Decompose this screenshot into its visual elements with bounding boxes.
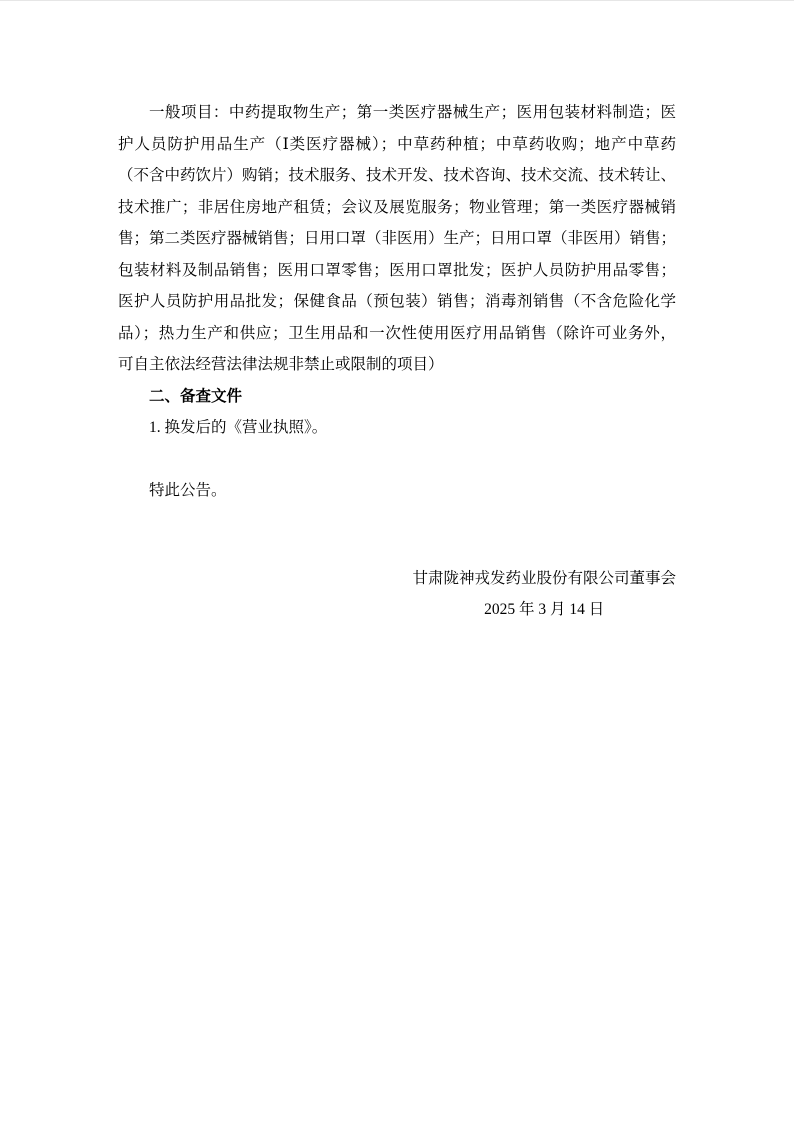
signature-inner <box>412 563 676 626</box>
signature-spacer <box>118 507 676 563</box>
body-paragraph-line: 护人员防护用品生产（Ⅰ类医疗器械）；中草药种植；中草药收购；地产中草药 <box>118 135 676 153</box>
body-paragraph-line: （不含中药饮片）购销；技术服务、技术开发、技术咨询、技术交流、技术转让、 <box>118 167 677 184</box>
closing-text: 特此公告。 <box>149 482 227 499</box>
company-signature: 甘肃陇神戎发药业股份有限公司董事会 <box>412 569 676 587</box>
body-paragraph-line: 品）；热力生产和供应；卫生用品和一次性使用医疗用品销售（除许可业务外， <box>118 324 676 342</box>
body-paragraph-line: 技术推广；非居住房地产租赁；会议及展览服务；物业管理；第一类医疗器械销 <box>118 198 676 216</box>
signature-block <box>118 563 676 626</box>
body-paragraph-line: 可自主依法经营法律法规非禁止或限制的项目） <box>118 356 444 373</box>
body-paragraph-line: 一般项目：中药提取物生产；第一类医疗器械生产；医用包装材料制造；医 <box>149 104 676 121</box>
body-paragraph-line: 包装材料及制品销售；医用口罩零售；医用口罩批发；医护人员防护用品零售； <box>118 261 676 279</box>
body-paragraph-line: 售；第二类医疗器械销售；日用口罩（非医用）生产；日用口罩（非医用）销售； <box>118 230 677 247</box>
document-content <box>118 97 676 626</box>
signature-date: 2025 年 3 月 14 日 <box>484 601 605 618</box>
blank-line <box>118 444 676 476</box>
body-paragraph-line: 医护人员防护用品批发；保健食品（预包装）销售；消毒剂销售（不含危险化学 <box>118 293 676 310</box>
section-heading: 二、备查文件 <box>149 387 243 405</box>
reference-item: 1. 换发后的《营业执照》。 <box>149 419 328 436</box>
